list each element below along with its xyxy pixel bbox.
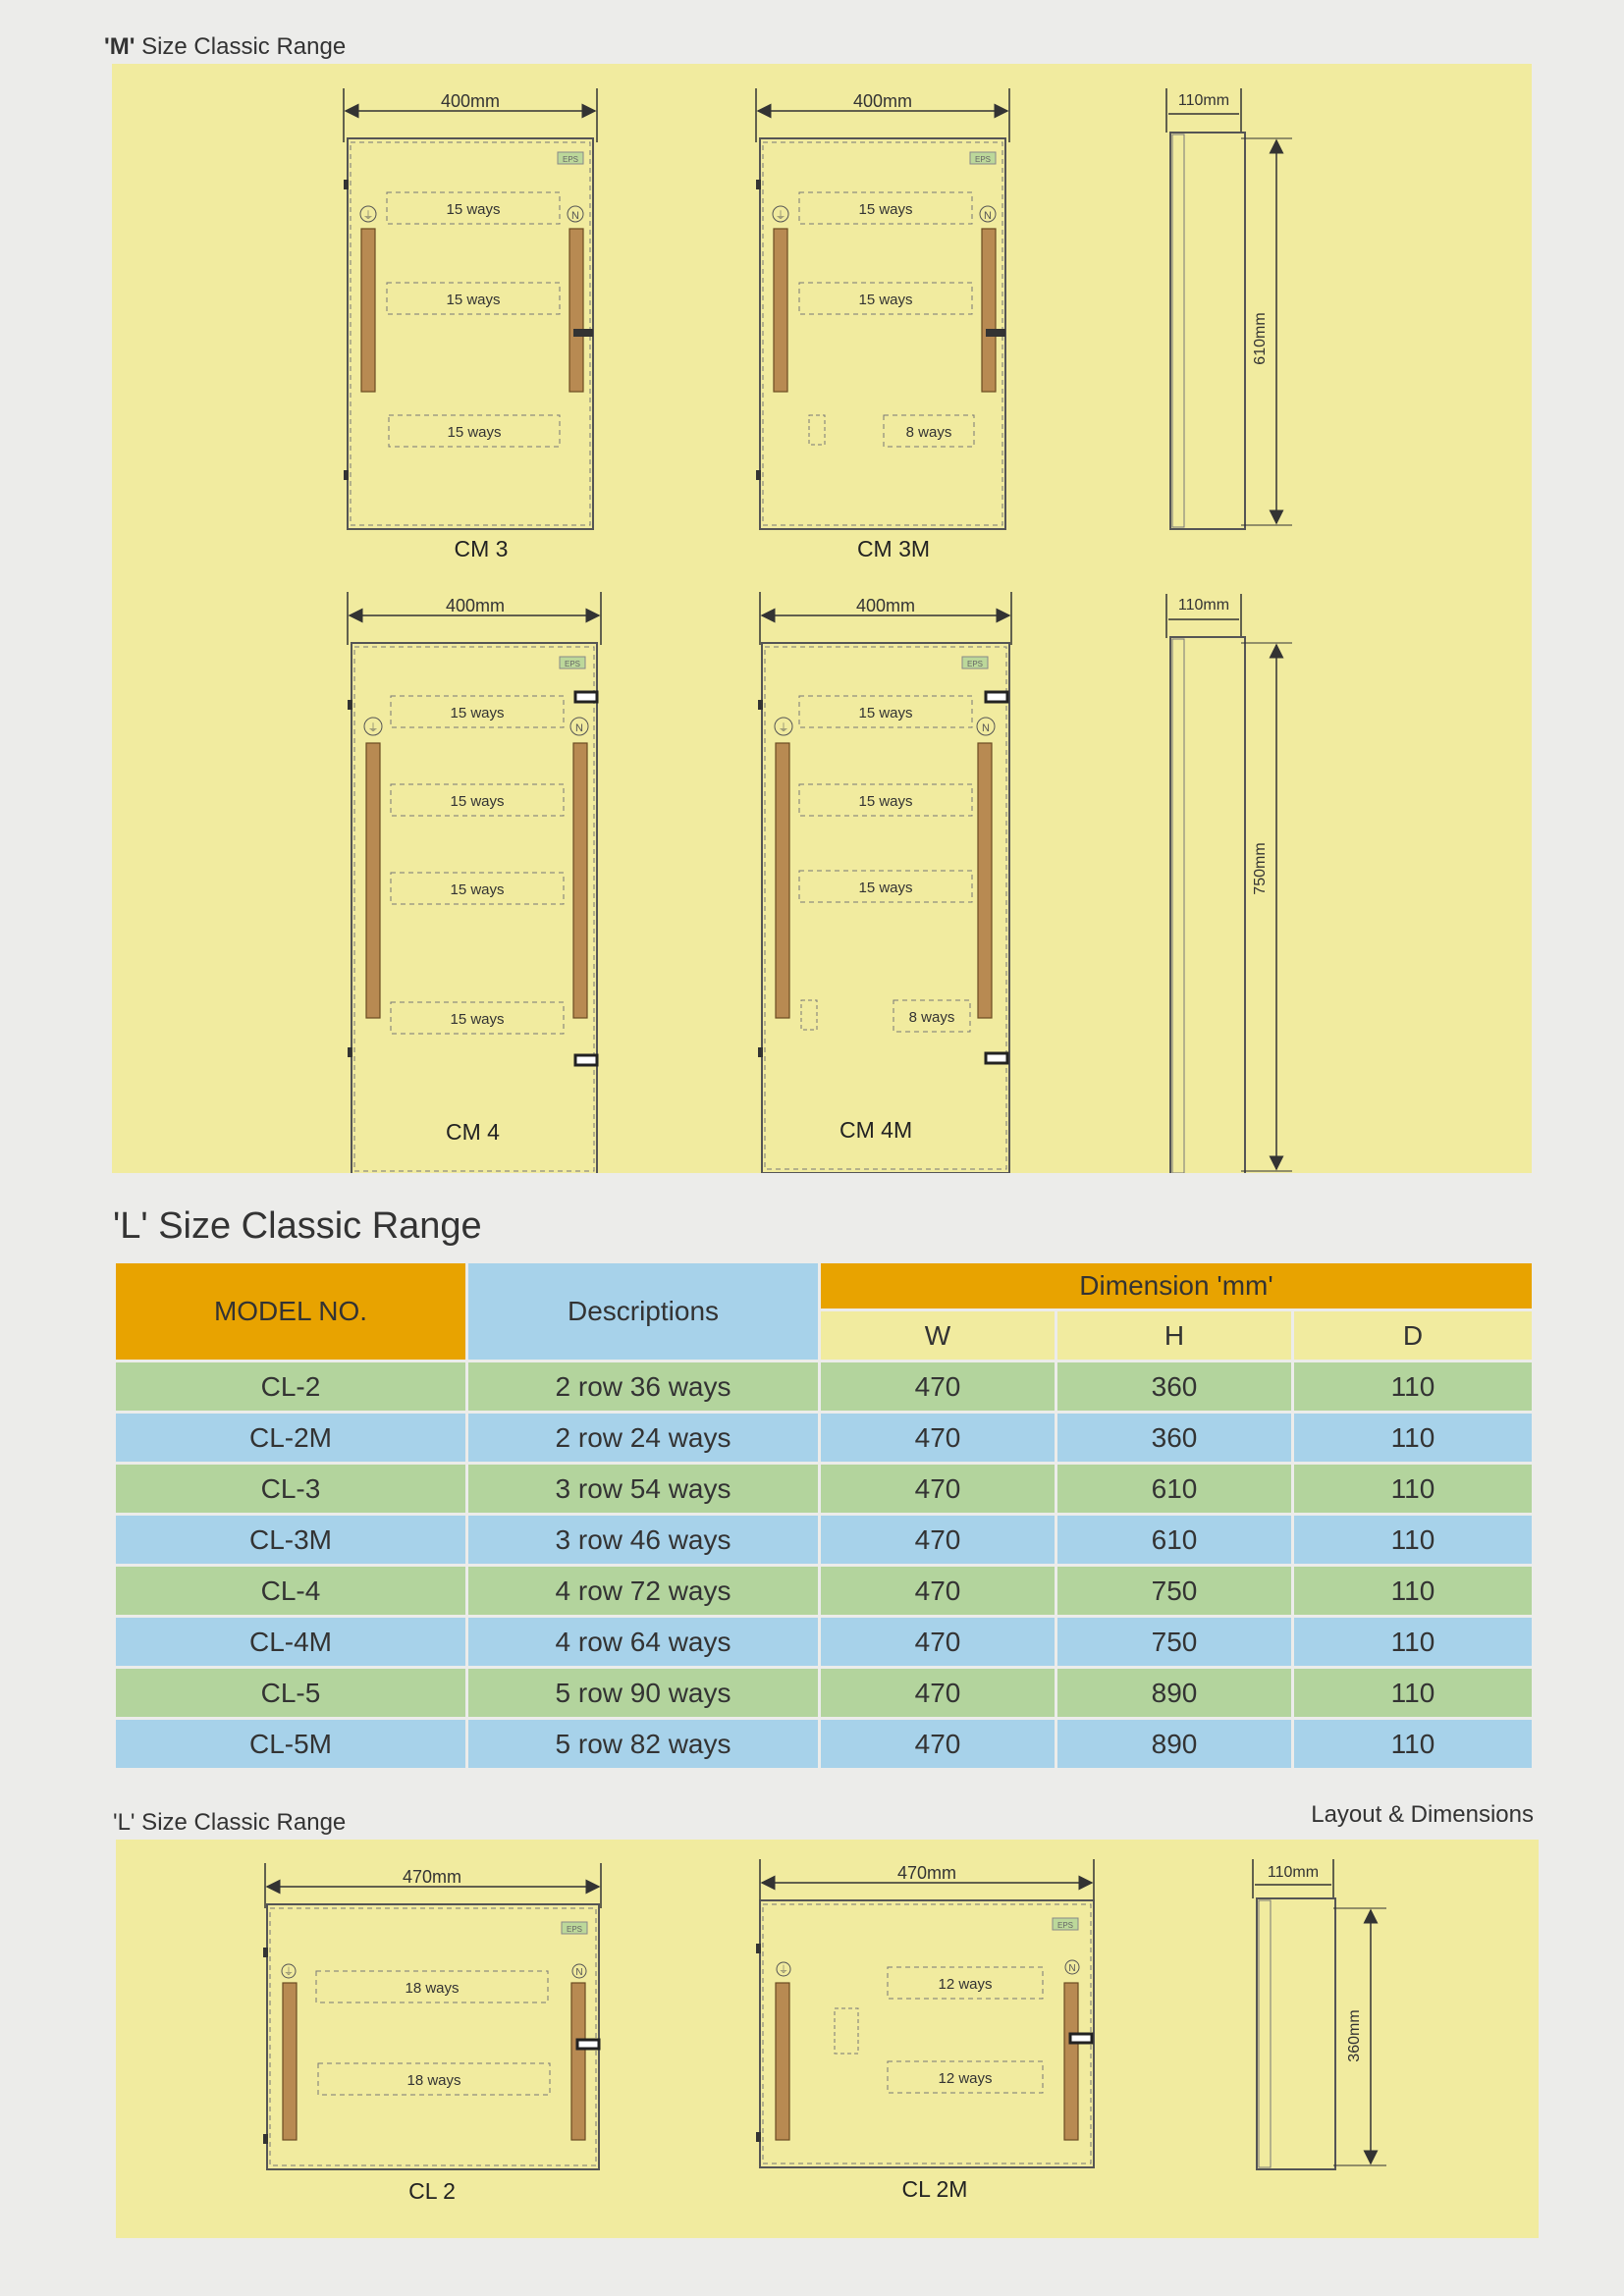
cl2-ways-2: 18 ways xyxy=(406,2072,461,2089)
cm3m-width-label: 400mm xyxy=(852,91,913,111)
cell-d: 110 xyxy=(1294,1618,1532,1666)
cell-desc: 5 row 82 ways xyxy=(468,1720,818,1768)
cm3m-model-name: CM 3M xyxy=(856,536,931,561)
cell-h: 360 xyxy=(1057,1414,1291,1462)
cm4m-width-label: 400mm xyxy=(855,596,916,615)
cm3m-neutral-symbol: N xyxy=(984,210,992,222)
cm4-neutral-symbol: N xyxy=(575,722,583,734)
table-row xyxy=(116,1720,1532,1768)
cell-h: 610 xyxy=(1057,1516,1291,1564)
cm3-ways-2: 15 ways xyxy=(446,292,501,308)
m-size-drawings xyxy=(112,64,1532,1173)
cell-h: 360 xyxy=(1057,1362,1291,1411)
cl2-drawing xyxy=(263,1863,601,2204)
m-label-rest: Size Classic Range xyxy=(135,33,347,60)
header-model: MODEL NO. xyxy=(116,1263,465,1360)
cell-h: 890 xyxy=(1057,1720,1291,1768)
l-size-heading: 'L' Size Classic Range xyxy=(113,1205,482,1247)
cell-d: 110 xyxy=(1294,1516,1532,1564)
cell-w: 470 xyxy=(821,1720,1055,1768)
cell-w: 470 xyxy=(821,1465,1055,1513)
cell-model: CL-2 xyxy=(116,1362,465,1411)
cl2-model-name: CL 2 xyxy=(408,2178,456,2204)
m-size-drawing-panel xyxy=(112,64,1532,1173)
cm4m-drawing xyxy=(758,592,1011,1173)
table-row xyxy=(116,1516,1532,1564)
cm3-ways-3: 15 ways xyxy=(447,424,502,441)
cell-desc: 3 row 54 ways xyxy=(468,1465,818,1513)
cl2m-brand: EPS xyxy=(1056,1921,1074,1930)
side-360-height-label: 360mm xyxy=(1346,2009,1363,2062)
cm4-ways-1: 15 ways xyxy=(450,705,505,721)
l-size-drawings xyxy=(116,1840,1539,2238)
cell-w: 470 xyxy=(821,1414,1055,1462)
cm3m-earth-symbol: ⏚ xyxy=(775,210,786,222)
cell-model: CL-4 xyxy=(116,1567,465,1615)
cm4m-ways-1: 15 ways xyxy=(858,705,913,721)
cl2m-ways-1: 12 ways xyxy=(938,1976,993,1993)
cell-h: 750 xyxy=(1057,1567,1291,1615)
cm3m-ways-1: 15 ways xyxy=(858,201,913,218)
cm3-neutral-symbol: N xyxy=(571,210,579,222)
cl2-width-label: 470mm xyxy=(402,1867,462,1887)
cl2-neutral-symbol: N xyxy=(575,1967,583,1978)
cell-h: 890 xyxy=(1057,1669,1291,1717)
cm3-model-name: CM 3 xyxy=(454,536,509,561)
cell-desc: 3 row 46 ways xyxy=(468,1516,818,1564)
cell-desc: 4 row 72 ways xyxy=(468,1567,818,1615)
cl2-ways-1: 18 ways xyxy=(405,1980,460,1997)
cm4-ways-2: 15 ways xyxy=(450,793,505,810)
cm4m-earth-symbol: ⏚ xyxy=(778,722,789,734)
cm3m-ways-2: 15 ways xyxy=(858,292,913,308)
cm4m-neutral-symbol: N xyxy=(982,722,990,734)
cell-model: CL-3M xyxy=(116,1516,465,1564)
header-d: D xyxy=(1294,1311,1532,1360)
cell-d: 110 xyxy=(1294,1720,1532,1768)
table-row xyxy=(116,1465,1532,1513)
cm3-ways-1: 15 ways xyxy=(446,201,501,218)
cm4m-model-name: CM 4M xyxy=(839,1117,913,1143)
table-row xyxy=(116,1567,1532,1615)
side-610-height-label: 610mm xyxy=(1252,312,1269,365)
cell-d: 110 xyxy=(1294,1465,1532,1513)
cell-desc: 2 row 24 ways xyxy=(468,1414,818,1462)
header-descriptions: Descriptions xyxy=(468,1263,818,1360)
cm4-width-label: 400mm xyxy=(445,596,506,615)
cm4-earth-symbol: ⏚ xyxy=(367,722,379,734)
cm4-ways-3: 15 ways xyxy=(450,881,505,898)
cell-model: CL-3 xyxy=(116,1465,465,1513)
cell-desc: 4 row 64 ways xyxy=(468,1618,818,1666)
cell-h: 750 xyxy=(1057,1618,1291,1666)
header-w: W xyxy=(821,1311,1055,1360)
header-h: H xyxy=(1057,1311,1291,1360)
cm3-earth-symbol: ⏚ xyxy=(362,210,374,222)
cm4m-ways-4: 8 ways xyxy=(908,1009,955,1026)
cell-model: CL-5M xyxy=(116,1720,465,1768)
cell-w: 470 xyxy=(821,1618,1055,1666)
table-row xyxy=(116,1669,1532,1717)
m-label-bold: 'M' xyxy=(104,33,135,60)
side-view-610 xyxy=(1166,88,1292,529)
cl2m-width-label: 470mm xyxy=(896,1863,957,1883)
cm4-model-name: CM 4 xyxy=(446,1119,500,1145)
layout-dimensions-label: Layout & Dimensions xyxy=(1311,1801,1534,1828)
cm3m-ways-3: 8 ways xyxy=(905,424,952,441)
table-row xyxy=(116,1362,1532,1411)
cell-d: 110 xyxy=(1294,1362,1532,1411)
cell-desc: 2 row 36 ways xyxy=(468,1362,818,1411)
cell-w: 470 xyxy=(821,1567,1055,1615)
side-610-depth-label: 110mm xyxy=(1177,92,1230,109)
side-view-750 xyxy=(1166,594,1292,1173)
side-360-depth-label: 110mm xyxy=(1267,1864,1320,1881)
spec-table xyxy=(113,1260,1535,1771)
cell-w: 470 xyxy=(821,1362,1055,1411)
l-size-drawing-panel xyxy=(116,1840,1539,2238)
cl2-brand: EPS xyxy=(566,1925,583,1934)
side-750-depth-label: 110mm xyxy=(1177,597,1230,614)
table-row xyxy=(116,1414,1532,1462)
cl2-earth-symbol: ⏚ xyxy=(284,1967,294,1978)
cell-model: CL-5 xyxy=(116,1669,465,1717)
cm3m-brand: EPS xyxy=(974,155,992,164)
cm4-brand: EPS xyxy=(564,660,581,668)
cl2m-model-name: CL 2M xyxy=(901,2176,968,2202)
cell-model: CL-4M xyxy=(116,1618,465,1666)
cm3-brand: EPS xyxy=(562,155,579,164)
cm3-drawing xyxy=(344,88,597,561)
cm4m-brand: EPS xyxy=(966,660,984,668)
cell-d: 110 xyxy=(1294,1567,1532,1615)
cell-w: 470 xyxy=(821,1669,1055,1717)
cm3m-drawing xyxy=(756,88,1009,561)
cl2m-ways-2: 12 ways xyxy=(938,2070,993,2087)
side-750-height-label: 750mm xyxy=(1252,842,1269,895)
l-size-section-label: 'L' Size Classic Range xyxy=(113,1809,347,1836)
cell-d: 110 xyxy=(1294,1414,1532,1462)
header-dimension: Dimension 'mm' xyxy=(821,1263,1532,1308)
table-row xyxy=(116,1618,1532,1666)
cm4-drawing xyxy=(348,592,601,1173)
cell-h: 610 xyxy=(1057,1465,1291,1513)
cell-desc: 5 row 90 ways xyxy=(468,1669,818,1717)
cm3-width-label: 400mm xyxy=(440,91,501,111)
cl2m-earth-symbol: ⏚ xyxy=(779,1965,788,1976)
cm4m-ways-2: 15 ways xyxy=(858,793,913,810)
cell-model: CL-2M xyxy=(116,1414,465,1462)
cell-d: 110 xyxy=(1294,1669,1532,1717)
side-view-360 xyxy=(1253,1859,1386,2169)
cl2m-neutral-symbol: N xyxy=(1068,1963,1076,1974)
cm4-ways-4: 15 ways xyxy=(450,1011,505,1028)
cm4m-ways-3: 15 ways xyxy=(858,880,913,896)
cl2m-drawing xyxy=(756,1859,1094,2202)
m-size-section-label xyxy=(104,33,346,61)
cell-w: 470 xyxy=(821,1516,1055,1564)
